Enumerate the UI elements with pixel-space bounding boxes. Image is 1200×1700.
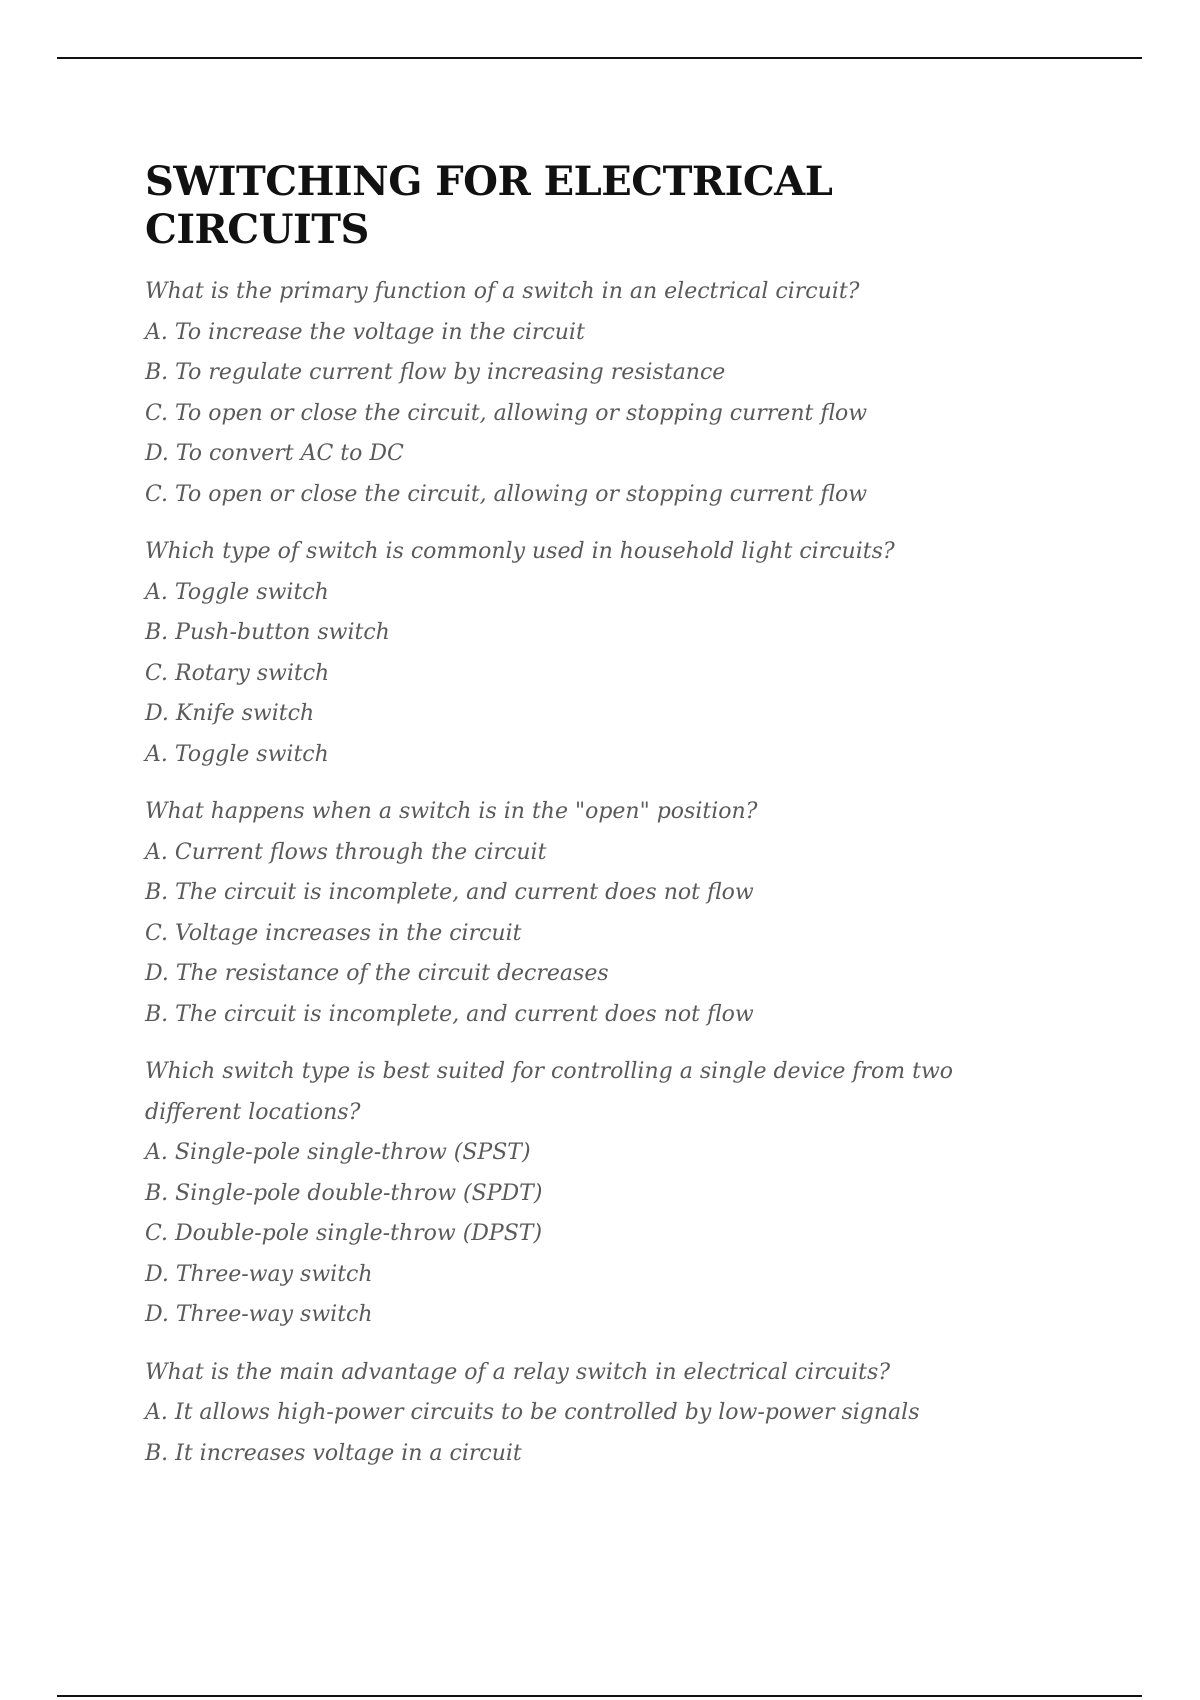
answer-text: B. The circuit is incomplete, and current does not flow <box>145 1001 754 1027</box>
answer-text: C. To open or close the circuit, allowing or stopping current flow <box>145 481 868 507</box>
answer-text: D. Three-way switch <box>145 1302 373 1327</box>
question-text: Which switch type is best suited for controlling a single device from two different locations? <box>145 1059 954 1125</box>
option-a: A. Current flows through the circuit <box>145 839 547 865</box>
question-text: Which type of switch is commonly used in household light circuits? <box>145 539 895 564</box>
document-body <box>145 158 1015 1491</box>
option-a: A. To increase the voltage in the circuit <box>145 319 585 345</box>
option-d: D. The resistance of the circuit decreases <box>145 961 609 986</box>
option-a: A. It allows high-power circuits to be controlled by low-power signals <box>145 1400 920 1425</box>
option-a: A. Toggle switch <box>145 579 329 605</box>
option-b: B. To regulate current flow by increasing resistance <box>145 360 726 385</box>
question-text: What is the primary function of a switch in an electrical circuit? <box>145 279 860 304</box>
question-text: What happens when a switch is in the "open" position? <box>145 799 758 824</box>
option-c: C. Rotary switch <box>145 660 330 686</box>
option-b: B. Single-pole double-throw (SPDT) <box>145 1180 543 1206</box>
option-c: C. To open or close the circuit, allowing or stopping current flow <box>145 400 868 426</box>
question-block-1 <box>145 272 1015 515</box>
option-b: B. Push-button switch <box>145 620 390 645</box>
question-text: What is the main advantage of a relay switch in electrical circuits? <box>145 1359 891 1385</box>
document-title: SWITCHING FOR ELECTRICAL CIRCUITS <box>145 158 833 253</box>
top-rule <box>57 57 1142 59</box>
option-c: C. Double-pole single-throw (DPST) <box>145 1221 543 1246</box>
option-a: A. Single-pole single-throw (SPST) <box>145 1140 531 1165</box>
option-b: B. The circuit is incomplete, and current does not flow <box>145 880 754 905</box>
option-d: D. Knife switch <box>145 701 315 726</box>
option-b: B. It increases voltage in a circuit <box>145 1440 522 1466</box>
bottom-rule <box>57 1695 1142 1697</box>
option-d: D. To convert AC to DC <box>145 441 404 466</box>
answer-text: A. Toggle switch <box>145 741 329 767</box>
question-block-3 <box>145 792 1015 1035</box>
option-d: D. Three-way switch <box>145 1261 373 1287</box>
question-block-4 <box>145 1052 1015 1336</box>
option-c: C. Voltage increases in the circuit <box>145 920 522 946</box>
question-block-5 <box>145 1353 1015 1475</box>
question-block-2 <box>145 532 1015 775</box>
